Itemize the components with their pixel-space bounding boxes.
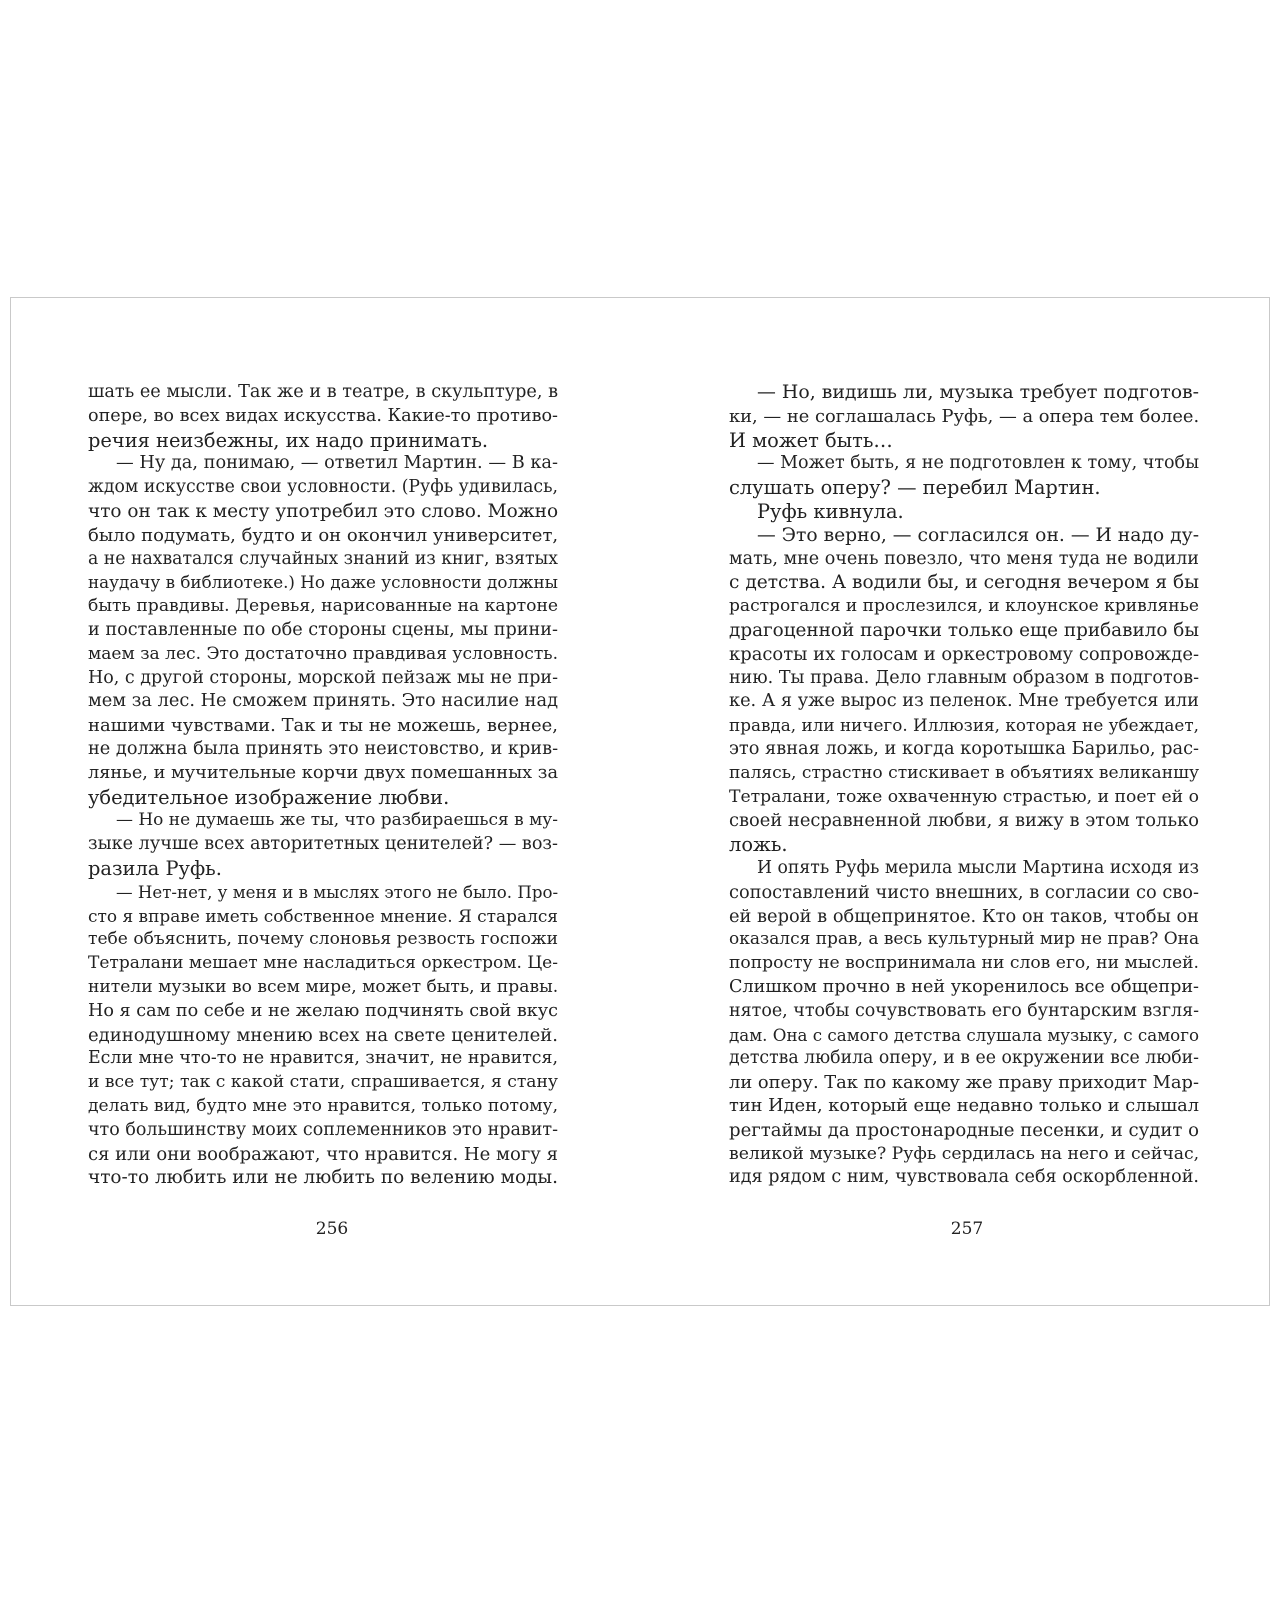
text-line: что-то любить или не любить по велению моды. [88,1167,558,1189]
text-line: не должна была принять это неистовство, и крив- [88,738,559,759]
text-line: дам. Она с самого детства слушала музыку, с самого [729,1025,1199,1045]
left-page-text [88,381,558,1190]
text-line: опере, во всех видах искусства. Какие-то противо- [88,405,558,426]
text-line: драгоценной парочки только еще прибавило бы [729,619,1199,641]
text-line: нашими чувствами. Так и ты не можешь, вернее, [88,715,558,737]
text-line: попросту не воспринимала ни слов его, ни мыслей. [729,953,1199,974]
text-line: своей несравненной любви, я вижу в этом только [729,810,1199,832]
right-page-text [729,381,1199,1190]
text-line: — Это верно, — согласился он. — И надо ду- [757,524,1200,546]
text-line: ложь. [729,833,788,857]
text-line: и поставленные по обе стороны сцены, мы прини- [88,619,558,640]
text-line: палясь, страстно стискивает в объятиях великаншу [729,762,1199,783]
text-line: делать вид, будто мне это нравится, только потому, [88,1095,558,1116]
text-line: единодушному мнению всех на свете ценителей. [88,1024,558,1046]
text-line: зыке лучше всех авторитетных ценителей? — воз- [88,834,558,855]
text-line: что он так к месту употребил это слово. Можно [88,500,559,522]
text-line: разила Руфь. [88,856,222,880]
text-line: ждом искусстве свои условности. (Руфь удивилась, [88,477,558,498]
text-line: нители музыки во всем мире, может быть, и правы. [88,976,559,997]
text-line: а не нахватался случайных знаний из книг, взятых [88,548,559,569]
text-line: маем за лес. Это достаточно правдивая условность. [88,643,558,664]
text-line: — Ну да, понимаю, — ответил Мартин. — В ка- [116,453,558,474]
right-page-number: 257 [950,1219,984,1239]
text-line: сопоставлений чисто внешних, в согласии со сво- [729,881,1199,903]
text-line: быть правдивы. Деревья, нарисованные на картоне [88,596,559,617]
text-line: растрогался и прослезился, и клоунское кривлянье [729,596,1200,617]
text-line: сто я вправе иметь собственное мнение. Я старался [88,905,558,926]
text-line: регтаймы да простонародные песенки, и судит о [729,1119,1200,1141]
text-line: убедительное изображение любви. [88,785,450,809]
text-line: ей верой в общепринятое. Кто он таков, чтобы он [729,905,1199,927]
text-line: шать ее мысли. Так же и в театре, в скульптуре, в [88,382,558,402]
text-line: с детства. А водили бы, и сегодня вечером я бы [729,572,1199,594]
text-line: тебе объяснить, почему слоновья резвость госпожи [88,929,558,950]
text-line: идя рядом с ним, чувствовала себя оскорбленной. [729,1167,1199,1188]
text-line: красоты их голосам и оркестровому сопровожде- [729,643,1200,665]
text-line: великой музыке? Руфь сердилась на него и сейчас, [729,1143,1200,1164]
text-line: лянье, и мучительные корчи двух помешанных за [88,762,558,783]
text-line: и все тут; так с какой стати, спрашивается, я стану [88,1072,558,1093]
text-line: мем за лес. Не сможем принять. Это насилие над [88,691,558,712]
text-line: было подумать, будто и он окончил университет, [88,524,559,546]
text-line: детства любила оперу, и в ее окружении все люби- [729,1048,1199,1069]
left-page-number: 256 [315,1219,349,1239]
text-line: что большинству моих соплеменников это нравит- [88,1119,558,1140]
text-line: — Может быть, я не подготовлен к тому, чтобы [757,453,1200,474]
text-line: ся или они воображают, что нравится. Не могу я [88,1143,558,1165]
text-line: это явная ложь, и когда коротышка Барильо, рас- [729,738,1199,759]
text-line: — Но, видишь ли, музыка требует подготов- [757,381,1200,403]
text-line: нию. Ты права. Дело главным образом в подготов- [729,667,1199,688]
text-line: ки, — не соглашалась Руфь, — а опера тем более. [729,405,1200,427]
text-line: Тетралани мешает мне насладиться оркестром. Це- [88,953,558,974]
text-line: нятое, чтобы сочувствовать его бунтарским взгля- [729,1000,1200,1021]
text-line: И опять Руфь мерила мысли Мартина исходя из [757,857,1199,878]
text-line: Но я сам по себе и не желаю подчинять свой вкус [88,1000,558,1021]
text-line: Слишком прочно в ней укоренилось все общепри- [729,976,1199,997]
text-line: Но, с другой стороны, морской пейзаж мы не при- [88,667,558,688]
text-line: ли оперу. Так по какому же праву приходит Мар- [729,1072,1199,1094]
text-line: Руфь кивнула. [757,499,904,523]
text-line: правда, или ничего. Иллюзия, которая не убеждает, [729,715,1199,736]
text-line: мать, мне очень повезло, что меня туда не водили [729,548,1199,569]
text-line: Тетралани, тоже охваченную страстью, и поет ей о [729,786,1199,807]
text-line: Если мне что-то не нравится, значит, не нравится, [88,1048,559,1069]
text-line: слушать оперу? — перебил Мартин. [729,476,1101,500]
text-line: наудачу в библиотеке.) Но даже условности должны [88,572,558,593]
text-line: речия неизбежны, их надо принимать. [88,428,489,452]
text-line: — Но не думаешь же ты, что разбираешься в му- [116,810,558,831]
text-line: — Нет-нет, у меня и в мыслях этого не было. Про- [116,882,559,902]
text-line: ке. А я уже вырос из пеленок. Мне требуется или [729,691,1199,712]
book-spread [10,297,1270,1306]
text-line: И может быть… [729,428,893,452]
text-line: оказался прав, а весь культурный мир не прав? Она [729,929,1200,950]
text-line: тин Иден, который еще недавно только и слышал [729,1095,1200,1116]
